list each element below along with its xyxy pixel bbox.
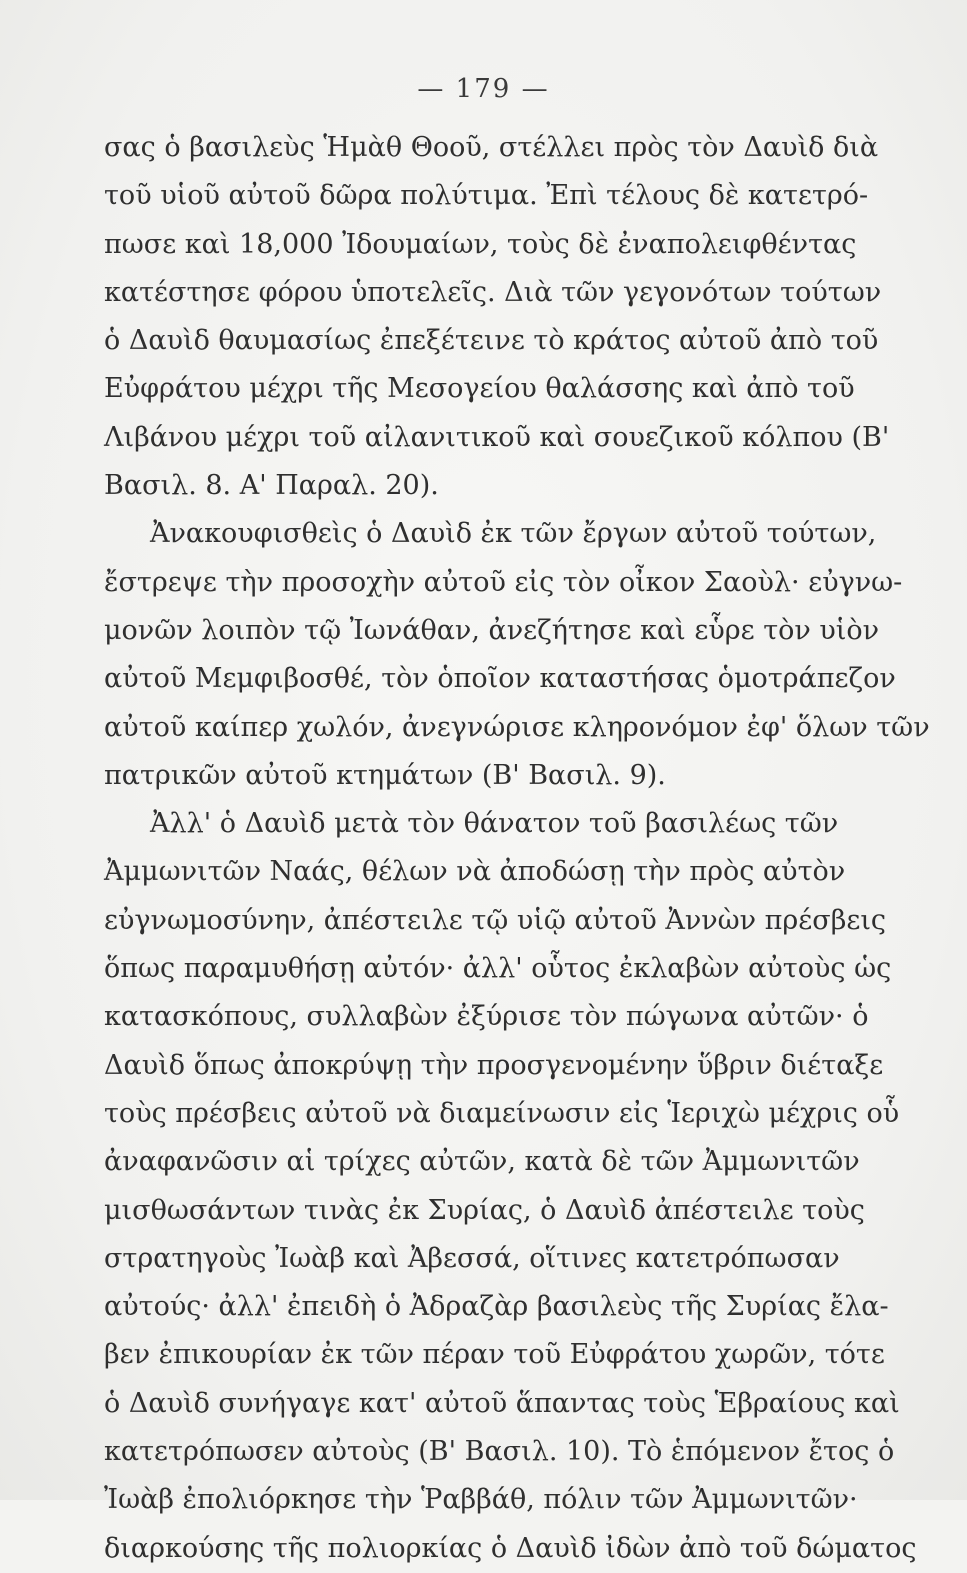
text-line: αὐτοῦ Μεμφιβοσθέ, τὸν ὁποῖον καταστήσας ὁμοτράπεζον (104, 663, 896, 695)
text-line: αὐτούς· ἀλλ' ἐπειδὴ ὁ Ἀδραζὰρ βασιλεὺς τῆς Συρίας ἔλα- (104, 1291, 889, 1323)
text-line: τοῦ υἱοῦ αὐτοῦ δῶρα πολύτιμα. Ἐπὶ τέλους δὲ κατετρό- (104, 180, 869, 212)
text-line: ὅπως παραμυθήσῃ αὐτόν· ἀλλ' οὗτος ἐκλαβὼν αὐτοὺς ὡς (104, 953, 892, 985)
text-line: Ἰωὰβ ἐπολιόρκησε τὴν Ῥαββάθ, πόλιν τῶν Ἀμμωνιτῶν· (104, 1484, 858, 1516)
text-line: μισθωσάντων τινὰς ἐκ Συρίας, ὁ Δαυὶδ ἀπέστειλε τοὺς (104, 1194, 865, 1226)
text-line: εὐγνωμοσύνην, ἀπέστειλε τῷ υἱῷ αὐτοῦ Ἀννὼν πρέσβεις (104, 904, 887, 936)
page-number: — 179 — (417, 74, 550, 104)
paragraph-start-line: Ἀλλ' ὁ Δαυὶδ μετὰ τὸν θάνατον τοῦ βασιλέως τῶν (150, 808, 839, 840)
text-line: κατετρόπωσεν αὐτοὺς (Β' Βασιλ. 10). Τὸ ἑπόμενον ἔτος ὁ (104, 1436, 895, 1468)
text-line: μονῶν λοιπὸν τῷ Ἰωνάθαν, ἀνεζήτησε καὶ εὗρε τὸν υἱὸν (104, 614, 880, 646)
text-line: τοὺς πρέσβεις αὐτοῦ νὰ διαμείνωσιν εἰς Ἱεριχὼ μέχρις οὗ (104, 1097, 900, 1129)
text-line: ὁ Δαυὶδ θαυμασίως ἐπεξέτεινε τὸ κράτος αὐτοῦ ἀπὸ τοῦ (104, 325, 879, 357)
text-line: ἔστρεψε τὴν προσοχὴν αὐτοῦ εἰς τὸν οἶκον Σαοὺλ· εὐγνω- (104, 566, 903, 598)
text-line: κατασκόπους, συλλαβὼν ἐξύρισε τὸν πώγωνα αὐτῶν· ὁ (104, 1001, 869, 1033)
text-line: διαρκούσης τῆς πολιορκίας ὁ Δαυὶδ ἰδὼν ἀπὸ τοῦ δώματος (104, 1532, 917, 1564)
text-line: βεν ἐπικουρίαν ἐκ τῶν πέραν τοῦ Εὐφράτου χωρῶν, τότε (104, 1339, 885, 1371)
text-line: Ἀμμωνιτῶν Ναάς, θέλων νὰ ἀποδώσῃ τὴν πρὸς αὐτὸν (104, 856, 846, 888)
text-line: κατέστησε φόρου ὑποτελεῖς. Διὰ τῶν γεγονότων τούτων (104, 276, 882, 308)
text-line: στρατηγοὺς Ἰωὰβ καὶ Ἀβεσσά, οἵτινες κατετρόπωσαν (104, 1242, 840, 1274)
body-text (104, 124, 930, 1573)
text-line: ὁ Δαυὶδ συνήγαγε κατ' αὐτοῦ ἅπαντας τοὺς Ἑβραίους καὶ (104, 1387, 900, 1419)
paragraph-start-line: Ἀνακουφισθεὶς ὁ Δαυὶδ ἐκ τῶν ἔργων αὐτοῦ τούτων, (150, 518, 877, 550)
text-line: σας ὁ βασιλεὺς Ἡμὰθ Θοοῦ, στέλλει πρὸς τὸν Δαυὶδ διὰ (104, 132, 879, 163)
text-line: Δαυὶδ ὅπως ἀποκρύψῃ τὴν προσγενομένην ὕβριν διέταξε (104, 1049, 884, 1081)
text-line: αὐτοῦ καίπερ χωλόν, ἀνεγνώρισε κληρονόμον ἐφ' ὅλων τῶν (104, 711, 930, 743)
text-line: Βασιλ. 8. Α' Παραλ. 20). (104, 470, 439, 502)
text-line: πατρικῶν αὐτοῦ κτημάτων (Β' Βασιλ. 9). (104, 759, 666, 791)
text-line: ἀναφανῶσιν αἱ τρίχες αὐτῶν, κατὰ δὲ τῶν Ἀμμωνιτῶν (104, 1146, 860, 1178)
text-line: Λιβάνου μέχρι τοῦ αἰλανιτικοῦ καὶ σουεζικοῦ κόλπου (Β' (104, 421, 890, 453)
text-line: πωσε καὶ 18,000 Ἰδουμαίων, τοὺς δὲ ἐναπολειφθέντας (104, 228, 857, 260)
text-line: Εὐφράτου μέχρι τῆς Μεσογείου θαλάσσης καὶ ἀπὸ τοῦ (104, 373, 855, 405)
